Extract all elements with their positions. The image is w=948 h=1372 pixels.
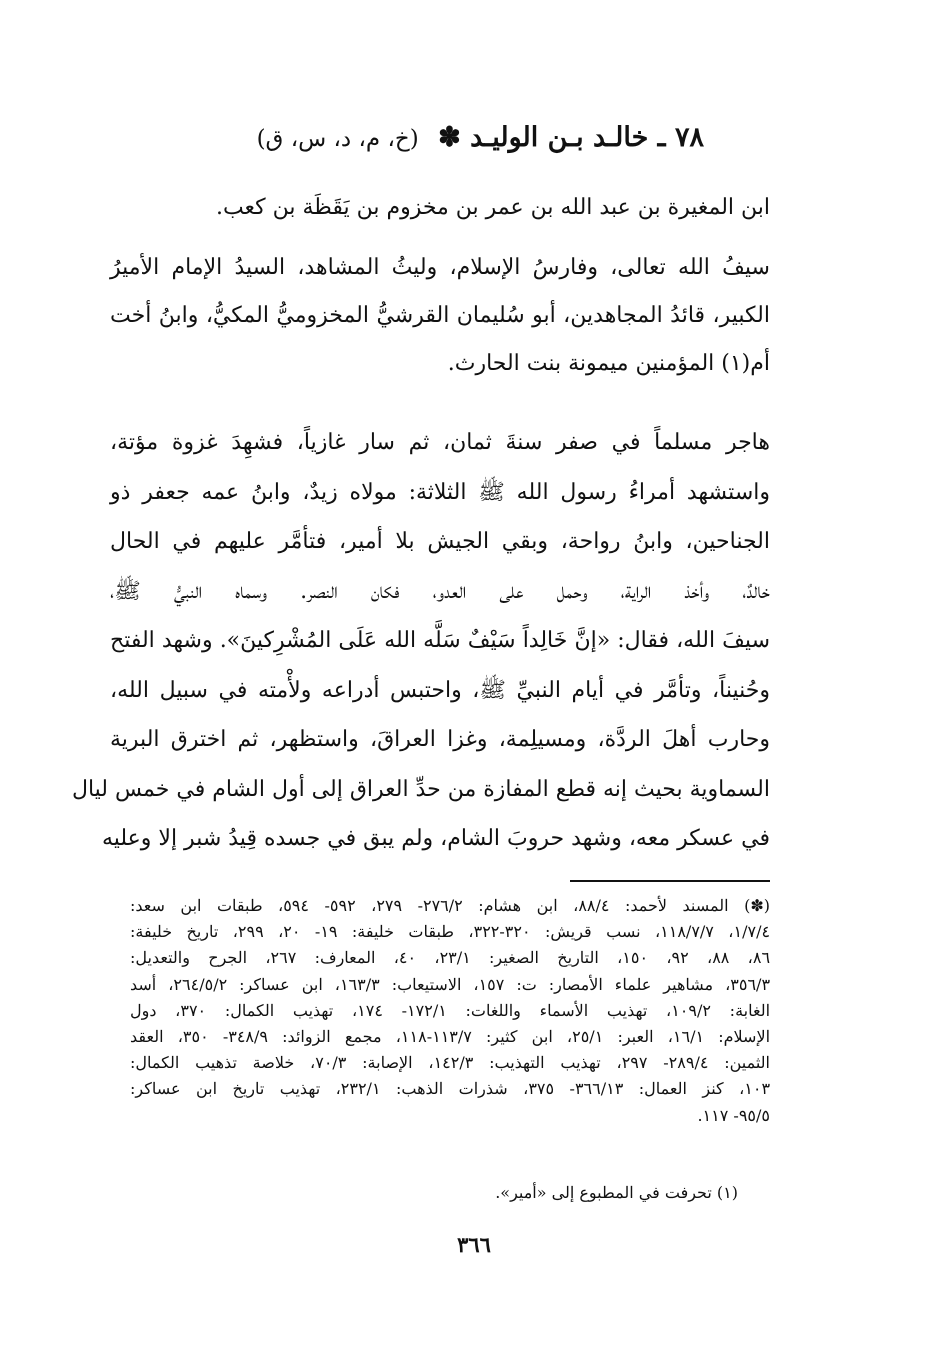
footnote-line: الغابة: ١٠٩/٢، تهذيب الأسماء واللغات: ١٧٢/١- ١٧٤، تهذيب الكمال: ٣٧٠، دول (130, 1000, 771, 1020)
text-line: سيفَ الله، فقال: «إنَّ خَالِداً سَيْفٌ سَلَّه الله عَلَى المُشْرِكينَ». وشهد الفتح (110, 628, 770, 653)
text-line: وحُنيناً، وتأمَّر في أيام النبيِّ ﷺ، واحتبس أدراعه ولأْمته في سبيل الله، (110, 677, 770, 703)
entry-heading (184, 118, 704, 159)
text-line: خالدٌ، وأخذ الراية، وحمل على العدو، فكان النصر. وسماه النبيُّ ﷺ، (110, 578, 770, 604)
paragraph-1 (110, 244, 770, 388)
entry-title: ٧٨ ـ خالـد بـن الوليـد ✽ (438, 122, 704, 153)
footnote-line: الإسلام: ١٦/١، العبر: ٢٥/١، ابن كثير: ١١٣/٧-١١٨، مجمع الزوائد: ٣٤٨/٩- ٣٥٠، العقد (130, 1027, 771, 1047)
text-line: الكبير، قائدُ المجاهدين، أبو سُليمان القرشيُّ المخزوميُّ المكيُّ، وابنُ أخت (110, 303, 770, 328)
text-line: الجناحين، وابنُ رواحة، وبقي الجيش بلا أمير، فتأمَّر عليهم في الحال (110, 529, 770, 554)
text-line: في عسكر معه، وشهد حروبَ الشام، ولم يبق في جسده قِيدُ شبر إلا وعليه (101, 826, 770, 851)
source-footnote (130, 893, 770, 1129)
footnote-line: ١٠٣، كنز العمال: ٣٦٦/١٣- ٣٧٥، شذرات الذهب: ٢٣٢/١، تهذيب تاريخ ابن عساكر: (130, 1079, 771, 1099)
footnote-1: (١) تحرفت في المطبوع إلى «أمير». (495, 1183, 738, 1202)
text-line: هاجر مسلماً في صفر سنةَ ثمان، ثم سار غازياً، فشهِدَ غزوة مؤتة، (110, 430, 770, 455)
entry-lineage: ابن المغيرة بن عبد الله بن عمر بن مخزوم بن يَقَظَة بن كعب. (215, 195, 770, 220)
footnote-divider (570, 880, 770, 882)
page-number: ٣٦٦ (457, 1232, 491, 1257)
entry-sources: (خ، م، د، س، ق) (256, 126, 419, 152)
text-line: واستشهد أمراءُ رسول الله ﷺ الثلاثة: مولاه زيدٌ، وابنُ عمه جعفر ذو (110, 479, 770, 505)
text-line: السماوية بحيث إنه قطع المفازة من حدِّ العراق إلى أول الشام في خمس ليال (71, 776, 770, 802)
text-line: سيفُ الله تعالى، وفارسُ الإسلام، وليثُ المشاهد، السيدُ الإمام الأميرُ (110, 255, 770, 280)
text-line: أم(١) المؤمنين ميمونة بنت الحارث. (447, 351, 770, 376)
footnote-line: الثمين: ٢٨٩/٤- ٢٩٧، تهذيب التهذيب: ١٤٢/٣، الإصابة: ٧٠/٣، خلاصة تذهيب الكمال: (130, 1053, 770, 1073)
footnote-line: ١/٧/٤، ١١٨/٧/٧، نسب قريش: ٣٢٠-٣٢٢، طبقات خليفة: ١٩- ٢٠، ٢٩٩، تاريخ خليفة: (130, 922, 771, 942)
text-line: وحارب أهلَ الردَّة، ومسيلِمة، وغزا العراقَ، واستظهر، ثم اخترق البرية (110, 727, 770, 752)
footnote-line: ٣٥٦/٣، مشاهير علماء الأمصار: ت: ١٥٧، الاستيعاب: ١٦٣/٣، ابن عساكر: ٢٦٤/٥/٢، أسد (130, 974, 771, 994)
footnote-line: ٨٦، ٨٨، ٩٢، ١٥٠، التاريخ الصغير: ٢٣/١، ٤٠، المعارف: ٢٦٧، الجرح والتعديل: (130, 948, 771, 968)
footnote-line: (✽) المسند لأحمد: ٨٨/٤، ابن هشام: ٢٧٦/٢- ٢٧٩، ٥٩٢- ٥٩٤، طبقات ابن سعد: (130, 896, 770, 915)
footnote-line: ٩٥/٥- ١١٧. (697, 1105, 770, 1125)
paragraph-2 (71, 418, 770, 864)
